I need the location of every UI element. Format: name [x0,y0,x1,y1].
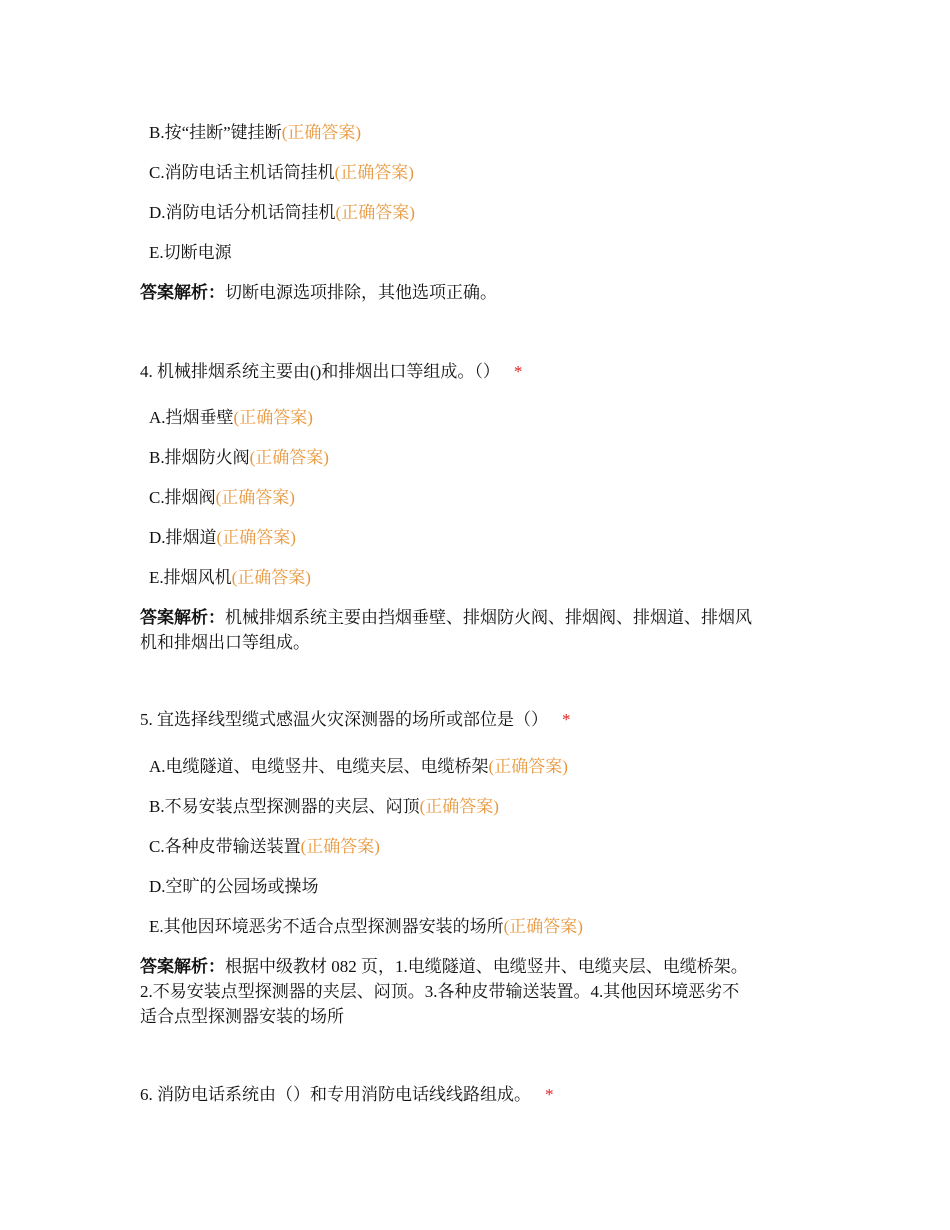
analysis-line: 机和排烟出口等组成。 [140,633,310,652]
option-text: A.挡烟垂壁 [149,408,234,427]
q5-option-e[interactable] [149,916,583,938]
q5-option-d[interactable] [149,876,319,898]
q5-analysis [140,954,820,1029]
correct-answer-marker: (正确答案) [233,408,313,427]
analysis-label: 答案解析： [140,957,225,976]
option-text: B.排烟防火阀 [149,448,250,467]
option-text: C.各种皮带输送装置 [149,837,301,856]
option-text: D.排烟道 [149,528,217,547]
correct-answer-marker: (正确答案) [216,528,296,547]
analysis-line: 2.不易安装点型探测器的夹层、闷顶。3.各种皮带输送装置。4.其他因环境恶劣不 [140,982,740,1001]
correct-answer-marker: (正确答案) [231,568,311,587]
correct-answer-marker: (正确答案) [215,488,295,507]
option-text: E.切断电源 [149,243,232,262]
option-text: E.其他因环境恶劣不适合点型探测器安装的场所 [149,917,504,936]
q4-analysis [140,605,820,655]
required-marker: * [513,362,523,381]
option-text: D.消防电话分机话筒挂机 [149,203,336,222]
q5-title [140,709,571,731]
option-text: B.不易安装点型探测器的夹层、闷顶 [149,797,420,816]
correct-answer-marker: (正确答案) [419,797,499,816]
analysis-line [140,605,820,630]
q3-option-e[interactable] [149,242,232,264]
q3-option-d[interactable] [149,202,415,224]
option-text: C.消防电话主机话筒挂机 [149,163,335,182]
q4-option-e[interactable] [149,567,311,589]
correct-answer-marker: (正确答案) [334,163,414,182]
correct-answer-marker: (正确答案) [281,123,362,142]
option-text: E.排烟风机 [149,568,232,587]
q5-option-a[interactable] [149,756,568,778]
q3-analysis [140,280,820,305]
analysis-text: 切断电源选项排除，其他选项正确。 [225,283,497,302]
analysis-label: 答案解析： [140,608,225,627]
analysis-text: 根据中级教材 082 页，1.电缆隧道、电缆竖井、电缆夹层、电缆桥架。 [225,957,748,976]
correct-answer-marker: (正确答案) [503,917,583,936]
q5-option-b[interactable] [149,796,499,818]
analysis-label: 答案解析： [140,283,225,302]
q4-option-a[interactable] [149,407,313,429]
question-text: 5. 宜选择线型缆式感温火灾深测器的场所或部位是（） [140,710,548,729]
correct-answer-marker: (正确答案) [300,837,380,856]
q6-title [140,1084,554,1106]
q5-option-c[interactable] [149,836,380,858]
q4-title [140,361,522,383]
q4-option-d[interactable] [149,527,296,549]
correct-answer-marker: (正确答案) [335,203,415,222]
q4-option-b[interactable] [149,447,329,469]
analysis-line: 适合点型探测器安装的场所 [140,1007,344,1026]
analysis-text: 机械排烟系统主要由挡烟垂壁、排烟防火阀、排烟阀、排烟道、排烟风 [225,608,752,627]
correct-answer-marker: (正确答案) [249,448,329,467]
analysis-line [140,954,820,979]
required-marker: * [545,1085,554,1104]
required-marker: * [562,710,571,729]
question-text: 4. 机械排烟系统主要由()和排烟出口等组成。（） [140,362,500,381]
q4-option-c[interactable] [149,487,295,509]
option-text: B.按“挂断”键挂断 [149,123,282,142]
option-text: C.排烟阀 [149,488,216,507]
correct-answer-marker: (正确答案) [488,757,568,776]
q3-option-c[interactable] [149,162,414,184]
option-text: A.电缆隧道、电缆竖井、电缆夹层、电缆桥架 [149,757,489,776]
q3-option-b[interactable] [149,122,361,144]
question-text: 6. 消防电话系统由（）和专用消防电话线线路组成。 [140,1085,531,1104]
option-text: D.空旷的公园场或操场 [149,877,319,896]
